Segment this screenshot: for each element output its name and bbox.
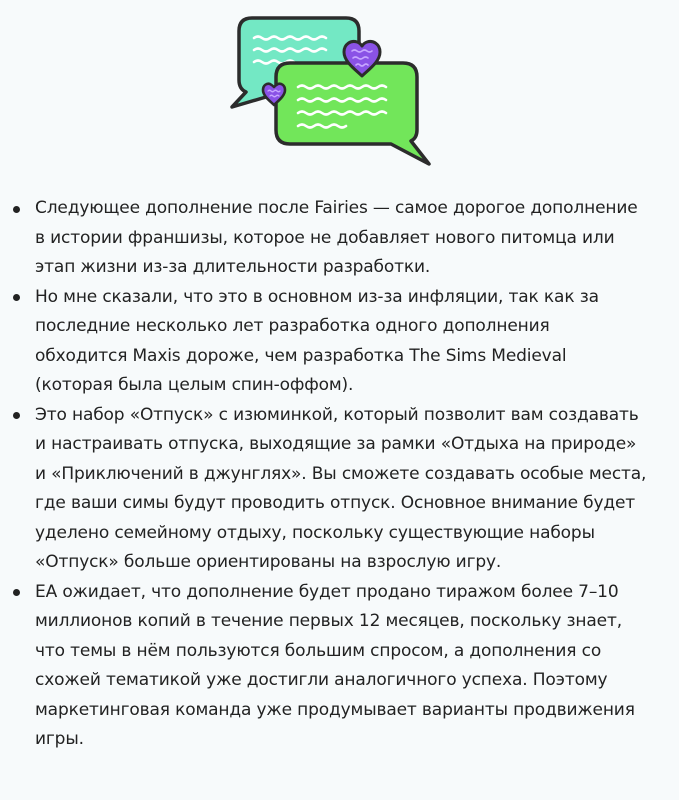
list-item: [0, 194, 679, 283]
bullet-text-line: последние несколько лет разработка одного дополнения: [35, 316, 550, 336]
bullet-text-line: маркетинговая команда уже продумывает варианты продвижения: [35, 699, 635, 720]
bullet-text-line: что темы в нём пользуются большим спросом, а дополнения со: [35, 640, 602, 661]
bullet-text-line: Следующее дополнение после Fairies — самое дорогое дополнение: [35, 198, 638, 218]
bullet-dot: [13, 206, 20, 213]
chat-bubbles-illustration: [0, 0, 679, 180]
bullet-text-line: где ваши симы будут проводить отпуск. Основное внимание будет: [35, 493, 636, 513]
bullet-text-line: и настраивать отпуска, выходящие за рамки «Отдыха на природе»: [35, 434, 637, 454]
bullet-text-line: EA ожидает, что дополнение будет продано тиражом более 7–10: [35, 581, 619, 602]
bullet-text-line: «Отпуск» больше ориентированы на взрослую игру.: [35, 552, 502, 572]
list-item: [0, 578, 679, 755]
bullet-text-line: Но мне сказали, что это в основном из-за инфляции, так как за: [35, 286, 599, 307]
bullet-dot: [13, 589, 20, 596]
bullet-text-line: Это набор «Отпуск» с изюминкой, который позволит вам создавать: [35, 404, 639, 425]
bullet-text-line: в истории франшизы, которое не добавляет нового питомца или: [35, 227, 615, 248]
chat-bubbles-hearts-icon: [0, 0, 679, 180]
bullet-text-line: миллионов копий в течение первых 12 месяцев, поскольку знает,: [35, 611, 622, 631]
list-item: [0, 283, 679, 401]
bullet-text-line: уделено семейному отдыху, поскольку существующие наборы: [35, 522, 595, 543]
bullet-dot: [13, 294, 20, 301]
bullet-text-line: игры.: [35, 729, 84, 749]
bullet-text-line: и «Приключений в джунглях». Вы сможете создавать особые места,: [35, 463, 647, 484]
bullet-text-line: обходится Maxis дороже, чем разработка The Sims Medieval: [35, 345, 567, 366]
list-item: [0, 401, 679, 578]
bullet-text-line: схожей тематикой уже достигли аналогичного успеха. Поэтому: [35, 670, 608, 690]
bullet-list: [0, 194, 679, 755]
bullet-text-line: (которая была целым спин-оффом).: [35, 375, 354, 395]
bullet-dot: [13, 412, 20, 419]
bullet-text-line: этап жизни из-за длительности разработки.: [35, 257, 431, 277]
